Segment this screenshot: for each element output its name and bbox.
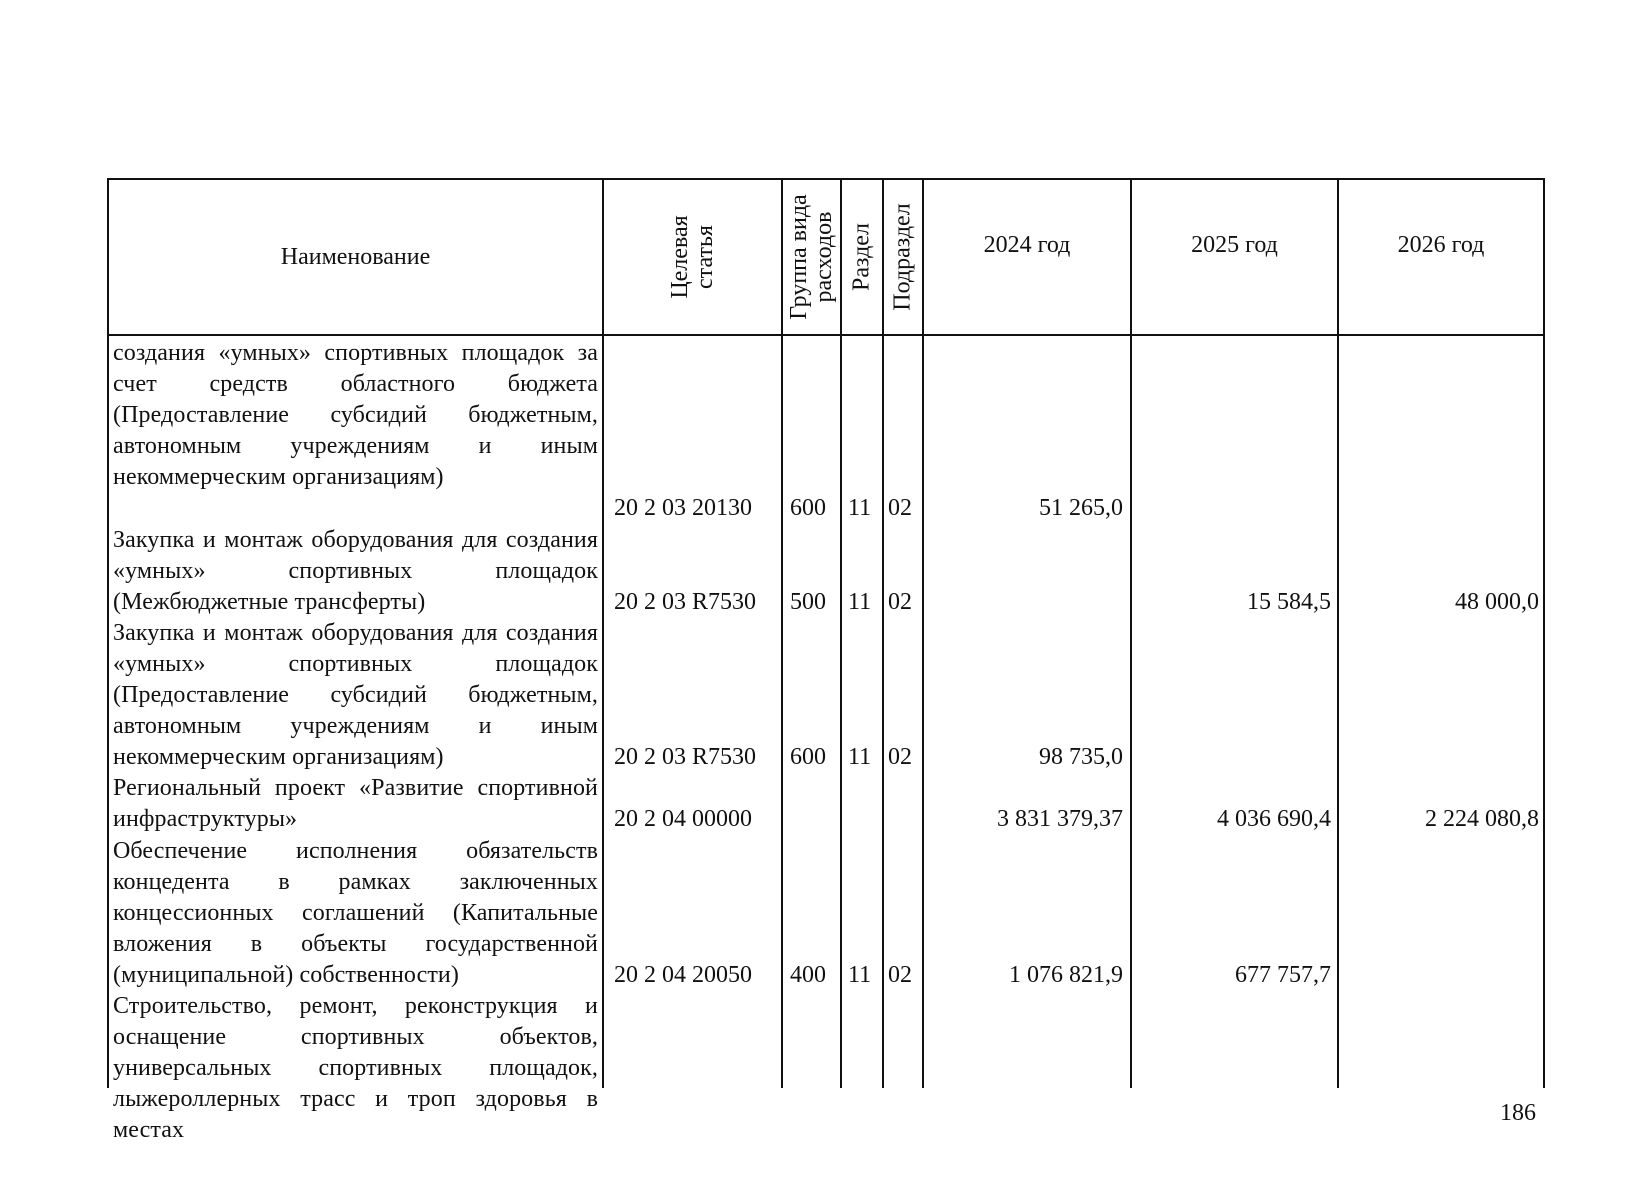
row-value-2025: 15 584,5 [1247, 589, 1331, 615]
header-target-article: Целевая статья [666, 215, 718, 299]
row-expense-group: 400 [790, 962, 826, 988]
row-name: Закупка и монтаж оборудования для создания «умных» спортивных площадок (Предоставление субсидий бюджетным, автономным учреждениям и иным некоммерческим организациям) [113, 620, 598, 770]
row-subsection: 02 [888, 589, 912, 615]
page-number: 186 [1500, 1100, 1536, 1126]
row-value-2024: 98 735,0 [1039, 744, 1123, 770]
row-target-article: 20 2 04 00000 [614, 806, 752, 832]
row-name: Строительство, ремонт, реконструкция и оснащение спортивных объектов, универсальных спортивных площадок, лыжероллерных трасс и троп здоровья в местах [113, 993, 598, 1143]
row-value-2025: 4 036 690,4 [1217, 806, 1331, 832]
header-subsection: Подраздел [889, 203, 916, 311]
header-section: Раздел [848, 223, 875, 291]
row-name: создания «умных» спортивных площадок за счет средств областного бюджета (Предоставление субсидий бюджетным, автономным учреждениям и иным некоммерческим организациям) [113, 340, 598, 490]
row-target-article: 20 2 03 R7530 [614, 744, 757, 770]
header-year-2024: 2024 год [983, 232, 1071, 258]
row-target-article: 20 2 04 20050 [614, 962, 752, 988]
row-value-2026: 48 000,0 [1455, 589, 1539, 615]
row-section: 11 [848, 744, 872, 770]
header-year-2025: 2025 год [1191, 232, 1278, 258]
row-name: Обеспечение исполнения обязательств концедента в рамках заключенных концессионных соглашений (Капитальные вложения в объекты государственной (муниципальной) собственности) [113, 838, 598, 988]
row-name: Региональный проект «Развитие спортивной инфраструктуры» [113, 775, 598, 832]
row-expense-group: 600 [790, 744, 826, 770]
row-value-2024: 3 831 379,37 [997, 806, 1123, 832]
header-expense-group: Группа вида расходов [785, 194, 837, 320]
column-divider [1130, 180, 1132, 1088]
row-section: 11 [848, 495, 872, 521]
header-divider [109, 334, 1543, 336]
column-divider [1337, 180, 1339, 1088]
row-value-2025: 677 757,7 [1235, 962, 1331, 988]
header-name: Наименование [280, 244, 431, 270]
row-expense-group: 600 [790, 495, 826, 521]
row-target-article: 20 2 03 20130 [614, 495, 752, 521]
row-section: 11 [848, 589, 872, 615]
row-value-2026: 2 224 080,8 [1425, 806, 1539, 832]
header-year-2026: 2026 год [1397, 232, 1485, 258]
row-section: 11 [848, 962, 872, 988]
row-name: Закупка и монтаж оборудования для создания «умных» спортивных площадок (Межбюджетные трансферты) [113, 527, 598, 615]
row-target-article: 20 2 03 R7530 [614, 589, 757, 615]
row-subsection: 02 [888, 962, 912, 988]
row-expense-group: 500 [790, 589, 826, 615]
row-subsection: 02 [888, 744, 912, 770]
row-value-2024: 51 265,0 [1039, 495, 1123, 521]
column-divider [922, 180, 924, 1088]
row-subsection: 02 [888, 495, 912, 521]
row-value-2024: 1 076 821,9 [1009, 962, 1123, 988]
